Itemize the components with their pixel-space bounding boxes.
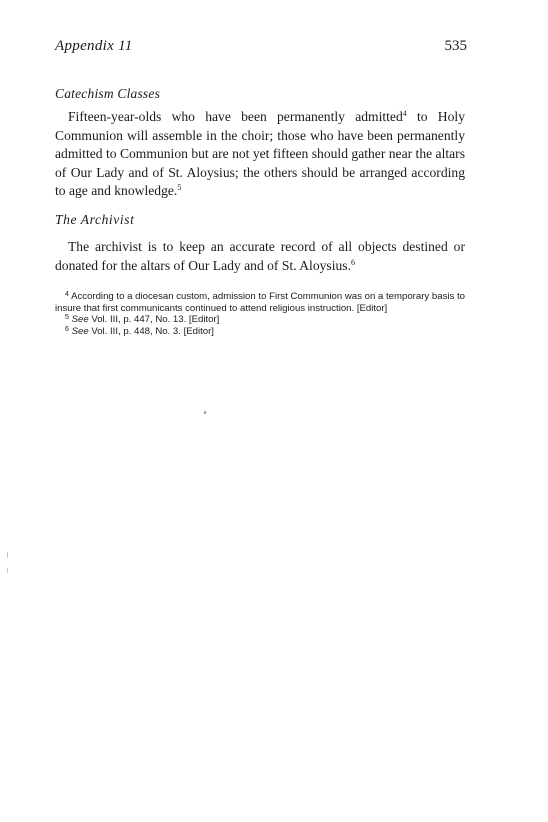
footnote-number: 6	[65, 325, 69, 333]
footnote-ref-4: 4	[402, 109, 407, 118]
section-heading-catechism-classes: Catechism Classes	[55, 86, 161, 101]
footnotes	[55, 291, 465, 337]
running-head	[55, 38, 467, 58]
running-title: Appendix 11	[55, 38, 133, 54]
paragraph-text: to Holy Communion will assemble in the choir; those who have been permanently admitted to Communion but are not yet fifteen should gather near the altars of Our Lady and of St. Aloysius; the others should be arranged according to age and knowledge.	[55, 109, 465, 199]
footnote-number: 4	[65, 291, 69, 298]
section-heading-the-archivist: The Archivist	[55, 212, 135, 227]
footnote-number: 5	[65, 314, 69, 322]
footnote-6	[55, 326, 465, 338]
scan-speck	[7, 568, 8, 573]
paragraph-catechism-classes	[55, 108, 465, 201]
scan-speck	[7, 552, 8, 558]
footnote-see: See	[71, 314, 89, 326]
footnote-text: Vol. III, p. 447, No. 13. [Editor]	[88, 314, 220, 326]
paragraph-text: The archivist is to keep an accurate record of all objects destined or donated for the altars of Our Lady and of St. Aloysius.	[55, 239, 465, 273]
footnote-text: Vol. III, p. 448, No. 3. [Editor]	[88, 325, 214, 337]
paragraph-the-archivist	[55, 238, 465, 275]
page-number: 535	[444, 38, 467, 54]
footnote-4	[55, 291, 465, 314]
scan-speck	[203, 411, 206, 415]
footnote-text: According to a diocesan custom, admission to First Communion was on a temporary basis to insure that first communicants continued to attend religious instruction. [Editor]	[55, 291, 465, 314]
footnote-see: See	[71, 325, 89, 337]
footnote-ref-5: 5	[177, 183, 182, 193]
footnote-ref-6: 6	[350, 257, 355, 267]
paragraph-text: Fifteen-year-olds who have been permanently admitted	[68, 109, 403, 124]
footnote-5	[55, 314, 465, 326]
